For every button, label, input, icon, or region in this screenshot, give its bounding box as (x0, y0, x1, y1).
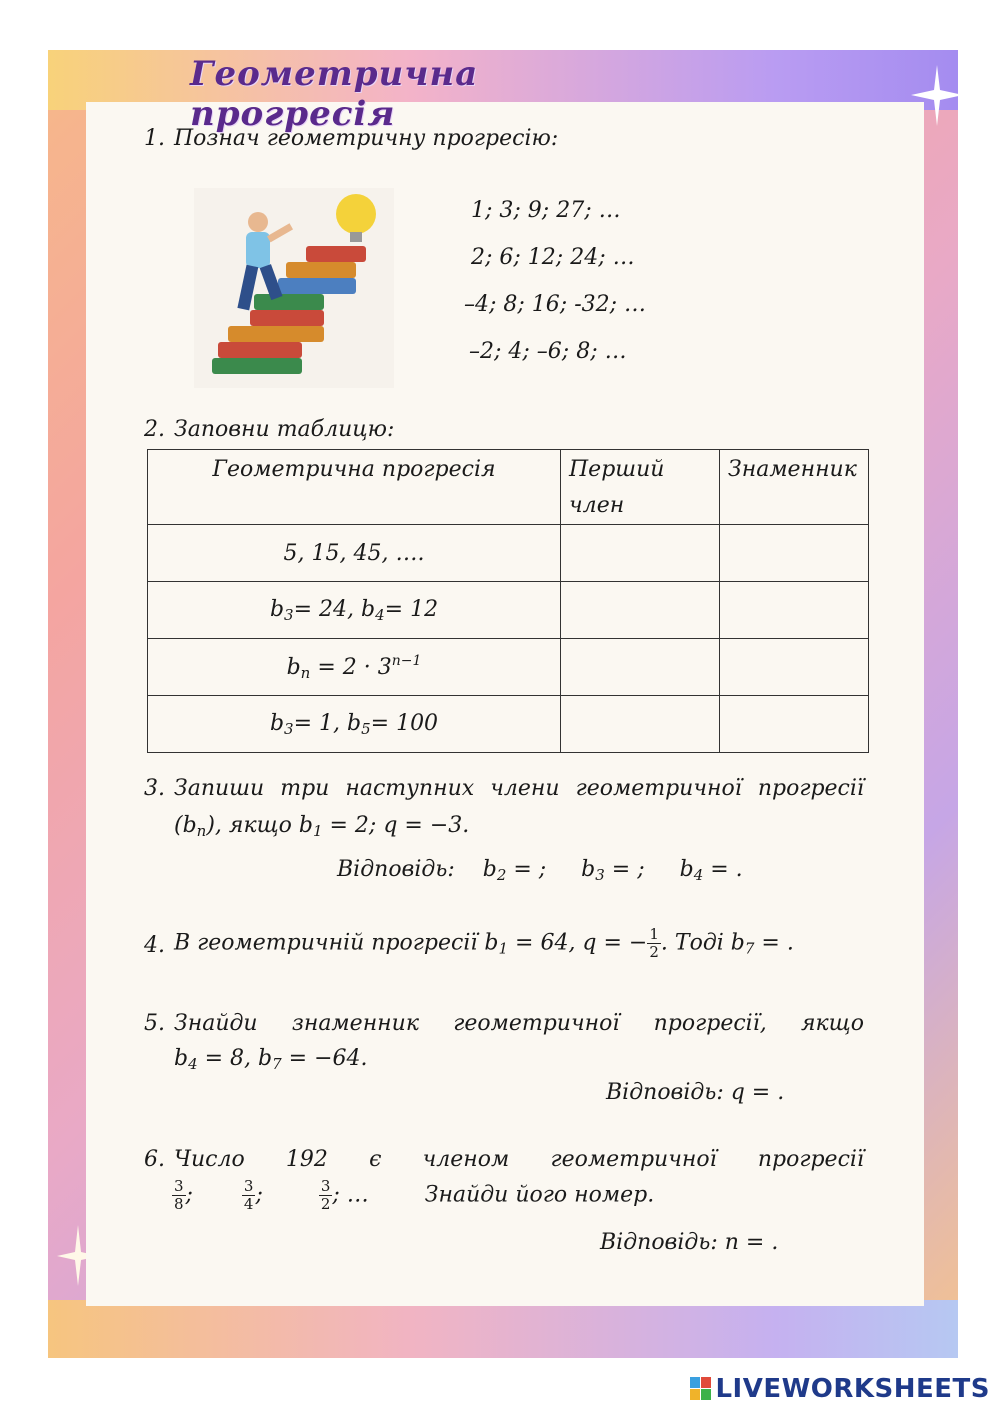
row-progression: $b_3= 24$, $b_4= 12$ (148, 582, 561, 639)
header-ratio: Знаменник (720, 450, 869, 525)
table-row (148, 582, 869, 639)
ratio-input[interactable] (720, 639, 869, 696)
task3-text-line1: Запиши три наступних члени геометричної прогресії (174, 776, 864, 801)
task2-text: Заповни таблицю: (174, 417, 395, 442)
row-progression: $b_3= 1$, $b_5= 100$ (148, 696, 561, 753)
task3-number: 3. (144, 776, 165, 801)
ratio-input[interactable] (720, 582, 869, 639)
task3-answer: Відповідь: $b_2$ = ; $b_3$ = ; $b_4$ = . (337, 857, 743, 884)
task5-text-line1: Знайди знаменник геометричної прогресії, якщо (174, 1011, 864, 1036)
task1-number: 1. (144, 126, 165, 151)
header-progression: Геометрична прогресія (148, 450, 561, 525)
task6-answer: Відповідь: n = . (600, 1230, 779, 1255)
task6-number: 6. (144, 1147, 165, 1172)
header-first-term-line1: Перший (569, 457, 665, 482)
first-term-input[interactable] (561, 696, 720, 753)
sequence-option[interactable]: –4; 8; 16; -32; … (464, 292, 647, 317)
task3-text-line2: $(b_n)$, якщо $b_1 = 2$; q = −3. (174, 813, 470, 840)
liveworksheets-logo-text: LIVEWORKSHEETS (715, 1374, 990, 1404)
row-progression: $b_n = 2 \cdot 3^{n-1}$ (148, 639, 561, 696)
sequence-option[interactable]: –2; 4; –6; 8; … (469, 339, 627, 364)
task5-text-line2: $b_4 = 8$, $b_7 = -64$. (174, 1046, 368, 1073)
row-progression: 5, 15, 45, …. (148, 525, 561, 582)
progression-table (147, 449, 869, 753)
table-row (148, 696, 869, 753)
task5-number: 5. (144, 1011, 165, 1036)
task6-text-line1: Число 192 є членом геометричної прогресії (174, 1147, 864, 1172)
ratio-input[interactable] (720, 525, 869, 582)
task4-number: 4. (144, 933, 165, 958)
header-first-term-line2: член (569, 493, 625, 518)
stairs-books-illustration (194, 188, 394, 388)
sequence-option[interactable]: 2; 6; 12; 24; … (471, 245, 635, 270)
page-title: Геометрична прогресія (190, 54, 479, 134)
task4-text: В геометричній прогресії $b_1 = 64$, q = − $\frac{1}{2}$ . Тоді $b_7$ = . (174, 925, 794, 961)
task1-text: Познач геометричну прогресію: (174, 126, 559, 151)
task6-text-line2: $\frac{3}{8}$ ; $\frac{3}{4}$ ; $\frac{3}{2}$ ; … Знайди його номер. (174, 1177, 655, 1213)
fraction: $\frac{3}{2}$ (320, 1177, 331, 1213)
frame-bottom-band (48, 1300, 958, 1358)
task5-answer: Відповідь: q = . (606, 1080, 785, 1105)
fraction: $\frac{1}{2}$ (649, 925, 659, 961)
fraction: $\frac{3}{4}$ (243, 1177, 254, 1213)
first-term-input[interactable] (561, 525, 720, 582)
table-row (148, 525, 869, 582)
task2-number: 2. (144, 417, 165, 442)
sequence-option[interactable]: 1; 3; 9; 27; … (471, 198, 621, 223)
table-row (148, 639, 869, 696)
ratio-input[interactable] (720, 696, 869, 753)
fraction: $\frac{3}{8}$ (174, 1177, 184, 1213)
liveworksheets-logo-icon (690, 1377, 711, 1401)
table-header-row (148, 450, 869, 525)
liveworksheets-logo (690, 1372, 990, 1406)
first-term-input[interactable] (561, 639, 720, 696)
first-term-input[interactable] (561, 582, 720, 639)
header-first-term (561, 450, 720, 525)
